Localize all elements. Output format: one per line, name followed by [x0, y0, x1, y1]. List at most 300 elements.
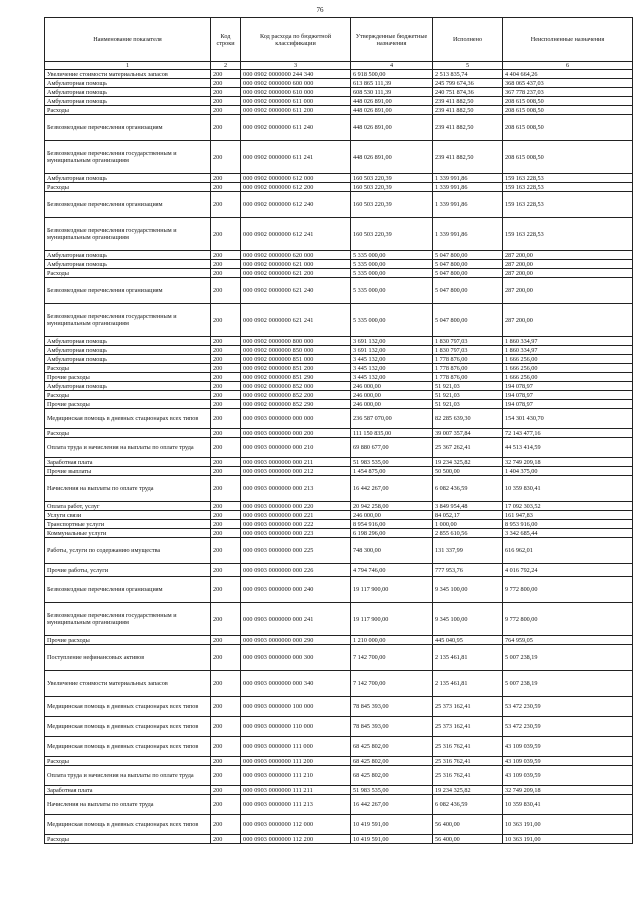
row-code: 200: [211, 786, 241, 795]
table-row: [45, 269, 633, 278]
row-unexecuted: 43 109 039,59: [503, 757, 633, 766]
row-unexecuted: 208 615 008,50: [503, 141, 633, 174]
row-approved: 69 880 677,00: [351, 438, 433, 458]
row-unexecuted: 616 962,01: [503, 538, 633, 564]
row-executed: 51 921,03: [433, 382, 503, 391]
row-approved: 7 142 700,00: [351, 671, 433, 697]
row-unexecuted: 154 301 430,70: [503, 409, 633, 429]
table-row: [45, 520, 633, 529]
row-code: 200: [211, 697, 241, 717]
row-unexecuted: 287 200,00: [503, 278, 633, 304]
row-name: Амбулаторная помощь: [45, 346, 211, 355]
column-number: 2: [211, 62, 241, 70]
row-code: 200: [211, 409, 241, 429]
row-unexecuted: 287 200,00: [503, 251, 633, 260]
row-executed: 131 337,99: [433, 538, 503, 564]
row-executed: 25 316 762,41: [433, 766, 503, 786]
table-row: [45, 467, 633, 476]
row-code: 200: [211, 438, 241, 458]
row-class-code: 000 0903 0000000 000 222: [241, 520, 351, 529]
row-code: 200: [211, 183, 241, 192]
row-name: Оплата труда и начисления на выплаты по оплате труда: [45, 438, 211, 458]
table-row: [45, 737, 633, 757]
row-unexecuted: 1 666 256,00: [503, 355, 633, 364]
row-unexecuted: 72 143 477,16: [503, 429, 633, 438]
row-name: Начисления на выплаты по оплате труда: [45, 795, 211, 815]
row-unexecuted: 8 953 916,00: [503, 520, 633, 529]
header-name: Наименование показателя: [45, 18, 211, 62]
row-unexecuted: 44 513 414,59: [503, 438, 633, 458]
row-code: 200: [211, 355, 241, 364]
row-class-code: 000 0903 0000000 111 210: [241, 766, 351, 786]
row-executed: 1 339 991,86: [433, 218, 503, 251]
table-row: [45, 502, 633, 511]
row-unexecuted: 5 007 238,19: [503, 671, 633, 697]
row-executed: 25 373 162,41: [433, 717, 503, 737]
row-approved: 4 794 746,00: [351, 564, 433, 577]
table-row: [45, 373, 633, 382]
row-executed: 6 082 436,59: [433, 795, 503, 815]
row-executed: 25 316 762,41: [433, 757, 503, 766]
table-row: [45, 458, 633, 467]
row-approved: 3 691 132,00: [351, 346, 433, 355]
row-unexecuted: 368 065 437,03: [503, 79, 633, 88]
row-unexecuted: 17 092 303,52: [503, 502, 633, 511]
row-class-code: 000 0902 0000000 800 000: [241, 337, 351, 346]
row-executed: 19 234 325,82: [433, 786, 503, 795]
row-approved: 51 983 535,00: [351, 786, 433, 795]
row-executed: 39 007 357,84: [433, 429, 503, 438]
table-row: [45, 766, 633, 786]
table-row: [45, 278, 633, 304]
row-approved: 448 026 891,00: [351, 141, 433, 174]
row-approved: 5 335 000,00: [351, 251, 433, 260]
row-code: 200: [211, 795, 241, 815]
row-unexecuted: 5 007 238,19: [503, 645, 633, 671]
row-unexecuted: 9 772 800,00: [503, 603, 633, 636]
table-row: [45, 636, 633, 645]
row-unexecuted: 159 163 228,53: [503, 218, 633, 251]
row-code: 200: [211, 88, 241, 97]
header-class-code: Код расхода по бюджетной классификации: [241, 18, 351, 62]
column-number: 1: [45, 62, 211, 70]
row-code: 200: [211, 174, 241, 183]
row-class-code: 000 0903 0000000 000 225: [241, 538, 351, 564]
row-unexecuted: 53 472 230,59: [503, 717, 633, 737]
row-approved: 5 335 000,00: [351, 278, 433, 304]
row-code: 200: [211, 304, 241, 337]
row-code: 200: [211, 835, 241, 844]
row-class-code: 000 0903 0000000 100 000: [241, 697, 351, 717]
budget-execution-table: [44, 17, 633, 844]
row-executed: 1 339 991,86: [433, 174, 503, 183]
table-row: [45, 174, 633, 183]
table-row: [45, 438, 633, 458]
row-class-code: 000 0903 0000000 000 000: [241, 409, 351, 429]
table-body: [45, 70, 633, 844]
row-class-code: 000 0903 0000000 000 212: [241, 467, 351, 476]
row-name: Амбулаторная помощь: [45, 382, 211, 391]
row-code: 200: [211, 278, 241, 304]
page-number: 76: [316, 6, 324, 14]
row-name: Транспортные услуги: [45, 520, 211, 529]
column-number: 3: [241, 62, 351, 70]
row-class-code: 000 0902 0000000 612 240: [241, 192, 351, 218]
row-executed: 5 047 800,00: [433, 304, 503, 337]
row-class-code: 000 0903 0000000 112 200: [241, 835, 351, 844]
row-unexecuted: 287 200,00: [503, 269, 633, 278]
column-number: 6: [503, 62, 633, 70]
table-row: [45, 538, 633, 564]
row-name: Безвозмездные перечисления государственным и муниципальным организациям: [45, 218, 211, 251]
row-approved: 16 442 267,00: [351, 795, 433, 815]
row-approved: 8 954 916,00: [351, 520, 433, 529]
row-approved: 19 117 900,00: [351, 603, 433, 636]
table-row: [45, 97, 633, 106]
row-class-code: 000 0902 0000000 852 290: [241, 400, 351, 409]
row-executed: 1 778 876,00: [433, 364, 503, 373]
row-executed: 9 345 100,00: [433, 603, 503, 636]
row-class-code: 000 0903 0000000 000 340: [241, 671, 351, 697]
row-class-code: 000 0902 0000000 611 241: [241, 141, 351, 174]
row-approved: 3 691 132,00: [351, 337, 433, 346]
row-executed: 245 799 674,36: [433, 79, 503, 88]
row-code: 200: [211, 671, 241, 697]
row-executed: 50 500,00: [433, 467, 503, 476]
row-executed: 1 778 876,00: [433, 355, 503, 364]
row-name: Безвозмездные перечисления организациям: [45, 278, 211, 304]
table-row: [45, 382, 633, 391]
row-name: Расходы: [45, 757, 211, 766]
row-unexecuted: 9 772 800,00: [503, 577, 633, 603]
row-unexecuted: 159 163 228,53: [503, 174, 633, 183]
row-code: 200: [211, 218, 241, 251]
row-class-code: 000 0903 0000000 111 213: [241, 795, 351, 815]
table-row: [45, 429, 633, 438]
row-code: 200: [211, 260, 241, 269]
row-code: 200: [211, 636, 241, 645]
row-code: 200: [211, 458, 241, 467]
row-approved: 111 150 835,00: [351, 429, 433, 438]
row-unexecuted: 10 363 191,00: [503, 835, 633, 844]
row-unexecuted: 53 472 230,59: [503, 697, 633, 717]
header-code: Код строки: [211, 18, 241, 62]
row-approved: 68 425 802,00: [351, 757, 433, 766]
row-code: 200: [211, 564, 241, 577]
row-executed: 25 367 262,41: [433, 438, 503, 458]
table-row: [45, 106, 633, 115]
row-unexecuted: 159 163 228,53: [503, 183, 633, 192]
row-unexecuted: 1 666 256,00: [503, 373, 633, 382]
row-approved: 160 503 220,39: [351, 183, 433, 192]
table-row: [45, 355, 633, 364]
row-executed: 5 047 800,00: [433, 260, 503, 269]
row-code: 200: [211, 97, 241, 106]
row-code: 200: [211, 577, 241, 603]
row-code: 200: [211, 269, 241, 278]
row-unexecuted: 32 749 209,18: [503, 786, 633, 795]
row-code: 200: [211, 717, 241, 737]
row-name: Работы, услуги по содержанию имущества: [45, 538, 211, 564]
row-class-code: 000 0903 0000000 110 000: [241, 717, 351, 737]
row-name: Безвозмездные перечисления государственным и муниципальным организациям: [45, 603, 211, 636]
row-class-code: 000 0902 0000000 851 200: [241, 364, 351, 373]
table-row: [45, 260, 633, 269]
table-row: [45, 337, 633, 346]
row-executed: 19 234 325,82: [433, 458, 503, 467]
row-class-code: 000 0902 0000000 621 240: [241, 278, 351, 304]
row-class-code: 000 0903 0000000 000 290: [241, 636, 351, 645]
row-unexecuted: 43 109 039,59: [503, 766, 633, 786]
row-unexecuted: 1 666 256,00: [503, 364, 633, 373]
row-class-code: 000 0902 0000000 621 200: [241, 269, 351, 278]
row-approved: 1 454 875,00: [351, 467, 433, 476]
row-unexecuted: 287 200,00: [503, 304, 633, 337]
row-approved: 3 445 132,00: [351, 355, 433, 364]
row-name: Расходы: [45, 429, 211, 438]
row-approved: 748 300,00: [351, 538, 433, 564]
row-executed: 6 082 436,59: [433, 476, 503, 502]
row-unexecuted: 43 109 039,59: [503, 737, 633, 757]
row-code: 200: [211, 391, 241, 400]
row-class-code: 000 0902 0000000 612 000: [241, 174, 351, 183]
row-approved: 160 503 220,39: [351, 192, 433, 218]
row-approved: 5 335 000,00: [351, 260, 433, 269]
row-executed: 56 400,00: [433, 815, 503, 835]
row-code: 200: [211, 603, 241, 636]
row-approved: 6 918 500,00: [351, 70, 433, 79]
row-name: Увеличение стоимости материальных запасов: [45, 671, 211, 697]
row-executed: 2 135 461,81: [433, 645, 503, 671]
row-code: 200: [211, 192, 241, 218]
row-executed: 1 339 991,86: [433, 183, 503, 192]
row-unexecuted: 194 078,97: [503, 400, 633, 409]
row-class-code: 000 0903 0000000 000 220: [241, 502, 351, 511]
row-code: 200: [211, 400, 241, 409]
row-name: Заработная плата: [45, 786, 211, 795]
row-unexecuted: 287 200,00: [503, 260, 633, 269]
row-executed: 1 830 797,03: [433, 346, 503, 355]
row-approved: 246 000,00: [351, 391, 433, 400]
row-code: 200: [211, 115, 241, 141]
header-approved: Утвержденные бюджетные назначения: [351, 18, 433, 62]
row-code: 200: [211, 538, 241, 564]
table-row: [45, 304, 633, 337]
row-name: Амбулаторная помощь: [45, 79, 211, 88]
row-unexecuted: 208 615 008,50: [503, 97, 633, 106]
table-row: [45, 70, 633, 79]
row-executed: 2 135 461,81: [433, 671, 503, 697]
row-approved: 160 503 220,39: [351, 174, 433, 183]
table-row: [45, 88, 633, 97]
row-name: Безвозмездные перечисления организациям: [45, 115, 211, 141]
row-class-code: 000 0902 0000000 612 200: [241, 183, 351, 192]
row-class-code: 000 0902 0000000 851 000: [241, 355, 351, 364]
row-executed: 3 849 954,48: [433, 502, 503, 511]
row-executed: 239 411 882,50: [433, 106, 503, 115]
row-executed: 2 513 835,74: [433, 70, 503, 79]
row-executed: 56 400,00: [433, 835, 503, 844]
row-code: 200: [211, 766, 241, 786]
row-code: 200: [211, 645, 241, 671]
row-approved: 448 026 891,00: [351, 106, 433, 115]
table-row: [45, 115, 633, 141]
row-name: Расходы: [45, 183, 211, 192]
table-row: [45, 251, 633, 260]
row-unexecuted: 10 359 830,41: [503, 795, 633, 815]
table-row: [45, 183, 633, 192]
row-code: 200: [211, 757, 241, 766]
row-executed: 1 000,00: [433, 520, 503, 529]
row-executed: 5 047 800,00: [433, 269, 503, 278]
row-name: Амбулаторная помощь: [45, 251, 211, 260]
row-code: 200: [211, 251, 241, 260]
table-row: [45, 645, 633, 671]
table-row: [45, 141, 633, 174]
row-executed: 5 047 800,00: [433, 251, 503, 260]
table-row: [45, 815, 633, 835]
row-executed: 25 316 762,41: [433, 737, 503, 757]
row-executed: 9 345 100,00: [433, 577, 503, 603]
row-code: 200: [211, 737, 241, 757]
row-class-code: 000 0903 0000000 000 210: [241, 438, 351, 458]
row-approved: 16 442 267,00: [351, 476, 433, 502]
row-class-code: 000 0903 0000000 111 000: [241, 737, 351, 757]
row-class-code: 000 0903 0000000 000 213: [241, 476, 351, 502]
table-row: [45, 757, 633, 766]
table-row: [45, 409, 633, 429]
row-name: Прочие расходы: [45, 400, 211, 409]
row-code: 200: [211, 429, 241, 438]
row-approved: 7 142 700,00: [351, 645, 433, 671]
row-name: Амбулаторная помощь: [45, 337, 211, 346]
row-name: Медицинская помощь в дневных стационарах всех типов: [45, 409, 211, 429]
row-class-code: 000 0902 0000000 611 200: [241, 106, 351, 115]
row-name: Медицинская помощь в дневных стационарах всех типов: [45, 717, 211, 737]
row-executed: 1 830 797,03: [433, 337, 503, 346]
table-row: [45, 529, 633, 538]
row-unexecuted: 32 749 209,18: [503, 458, 633, 467]
row-unexecuted: 1 404 375,00: [503, 467, 633, 476]
row-class-code: 000 0902 0000000 611 240: [241, 115, 351, 141]
row-unexecuted: 1 860 334,97: [503, 346, 633, 355]
table-row: [45, 577, 633, 603]
table-row: [45, 218, 633, 251]
row-code: 200: [211, 529, 241, 538]
row-approved: 10 419 591,00: [351, 815, 433, 835]
row-class-code: 000 0902 0000000 621 000: [241, 260, 351, 269]
row-name: Оплата работ, услуг: [45, 502, 211, 511]
row-unexecuted: 367 778 237,03: [503, 88, 633, 97]
row-name: Прочие работы, услуги: [45, 564, 211, 577]
table-row: [45, 795, 633, 815]
row-unexecuted: 208 615 008,50: [503, 115, 633, 141]
column-number: 5: [433, 62, 503, 70]
row-code: 200: [211, 502, 241, 511]
row-class-code: 000 0903 0000000 112 000: [241, 815, 351, 835]
row-code: 200: [211, 337, 241, 346]
row-approved: 19 117 900,00: [351, 577, 433, 603]
row-unexecuted: 161 947,83: [503, 511, 633, 520]
row-unexecuted: 4 404 664,26: [503, 70, 633, 79]
row-class-code: 000 0902 0000000 610 000: [241, 88, 351, 97]
table-row: [45, 192, 633, 218]
row-approved: 236 587 070,00: [351, 409, 433, 429]
row-approved: 68 425 802,00: [351, 737, 433, 757]
row-executed: 2 855 610,56: [433, 529, 503, 538]
row-approved: 246 000,00: [351, 511, 433, 520]
row-unexecuted: 10 359 830,41: [503, 476, 633, 502]
row-code: 200: [211, 364, 241, 373]
row-class-code: 000 0902 0000000 850 000: [241, 346, 351, 355]
row-class-code: 000 0903 0000000 111 211: [241, 786, 351, 795]
row-name: Медицинская помощь в дневных стационарах всех типов: [45, 815, 211, 835]
row-approved: 1 210 000,00: [351, 636, 433, 645]
row-class-code: 000 0903 0000000 000 241: [241, 603, 351, 636]
row-name: Безвозмездные перечисления организациям: [45, 192, 211, 218]
row-name: Начисления на выплаты по оплате труда: [45, 476, 211, 502]
row-name: Амбулаторная помощь: [45, 97, 211, 106]
row-name: Поступление нефинансовых активов: [45, 645, 211, 671]
row-unexecuted: 194 078,97: [503, 391, 633, 400]
row-name: Расходы: [45, 364, 211, 373]
row-executed: 445 040,95: [433, 636, 503, 645]
table-header-row: [45, 18, 633, 62]
row-code: 200: [211, 141, 241, 174]
row-executed: 239 411 882,50: [433, 141, 503, 174]
row-code: 200: [211, 382, 241, 391]
row-approved: 78 845 393,00: [351, 717, 433, 737]
row-approved: 246 000,00: [351, 382, 433, 391]
row-class-code: 000 0903 0000000 000 300: [241, 645, 351, 671]
row-approved: 608 530 111,39: [351, 88, 433, 97]
row-class-code: 000 0903 0000000 000 221: [241, 511, 351, 520]
header-executed: Исполнено: [433, 18, 503, 62]
row-executed: 84 052,17: [433, 511, 503, 520]
row-unexecuted: 159 163 228,53: [503, 192, 633, 218]
row-approved: 78 845 393,00: [351, 697, 433, 717]
row-executed: 1 778 876,00: [433, 373, 503, 382]
row-class-code: 000 0902 0000000 621 241: [241, 304, 351, 337]
table-row: [45, 786, 633, 795]
row-executed: 239 411 882,50: [433, 97, 503, 106]
row-code: 200: [211, 520, 241, 529]
column-number-row: [45, 62, 633, 70]
table-row: [45, 717, 633, 737]
row-code: 200: [211, 79, 241, 88]
row-class-code: 000 0902 0000000 600 000: [241, 79, 351, 88]
row-class-code: 000 0902 0000000 611 000: [241, 97, 351, 106]
table-row: [45, 400, 633, 409]
row-name: Оплата труда и начисления на выплаты по оплате труда: [45, 766, 211, 786]
column-number: 4: [351, 62, 433, 70]
row-unexecuted: 10 363 191,00: [503, 815, 633, 835]
row-name: Безвозмездные перечисления организациям: [45, 577, 211, 603]
row-name: Прочие расходы: [45, 373, 211, 382]
row-code: 200: [211, 815, 241, 835]
row-name: Безвозмездные перечисления государственным и муниципальным организациям: [45, 141, 211, 174]
row-unexecuted: 3 342 685,44: [503, 529, 633, 538]
row-executed: 82 285 639,30: [433, 409, 503, 429]
row-name: Услуги связи: [45, 511, 211, 520]
table-row: [45, 603, 633, 636]
row-name: Прочие расходы: [45, 636, 211, 645]
row-code: 200: [211, 70, 241, 79]
row-approved: 5 335 000,00: [351, 304, 433, 337]
row-name: Амбулаторная помощь: [45, 355, 211, 364]
row-executed: 25 373 162,41: [433, 697, 503, 717]
row-unexecuted: 208 615 008,50: [503, 106, 633, 115]
